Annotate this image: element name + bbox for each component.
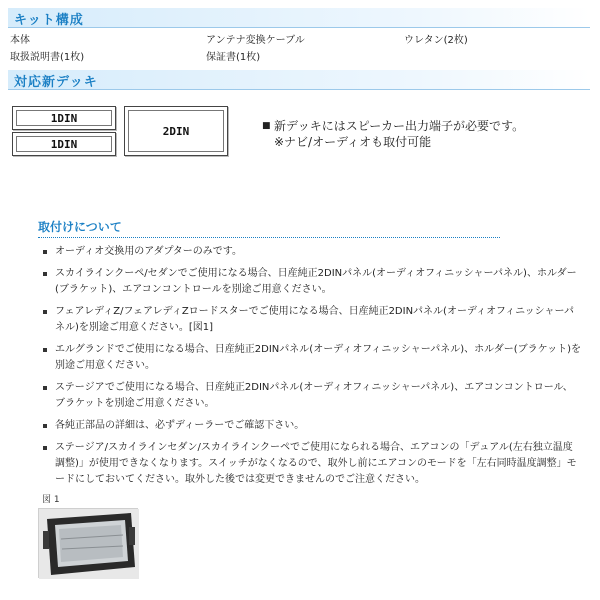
- kit-item-antenna-cable: アンテナ変換ケーブル: [206, 35, 305, 46]
- install-note: フェアレディZ/フェアレディZロードスターでご使用になる場合、日産純正2DINパネル(オーディオフィニッシャーパネル)を別途ご用意ください。[図1]: [42, 304, 582, 336]
- install-note: スカイラインクーペ/セダンでご使用になる場合、日産純正2DINパネル(オーディオフィニッシャーパネル)、ホルダー(ブラケット)、エアコンコントロールを別途ご用意ください。: [42, 266, 582, 298]
- deck-note-speaker-text: 新デッキにはスピーカー出力端子が必要です。: [274, 119, 525, 133]
- figure-label: 図 1: [42, 495, 60, 505]
- kit-item-warranty: 保証書(1枚): [206, 52, 261, 63]
- audio-panel-photo: [38, 508, 138, 578]
- kit-section-header: [8, 8, 590, 28]
- kit-section-title: キット構成: [14, 13, 84, 28]
- install-notes-list: [42, 244, 582, 494]
- bullet-icon: ■: [262, 121, 271, 131]
- din2-slot: [124, 106, 228, 156]
- din1-slot-top: [12, 106, 116, 130]
- install-note: ステージア/スカイラインセダン/スカイラインクーペでご使用になられる場合、エアコンの「デュアル(左右独立温度調整)」が使用できなくなります。スイッチがなくなるので、取外し前にエアコンのモードを「左右同時温度調整」モードにしておいてください。取外した後では変更できませんのでご注意ください。: [42, 440, 582, 488]
- kit-item-main-unit: 本体: [10, 35, 30, 46]
- deck-note-navi: ※ナビ/オーディオも取付可能: [274, 135, 432, 149]
- install-note: オーディオ交換用のアダプターのみです。: [42, 244, 582, 260]
- din1-label-top: 1DIN: [16, 110, 112, 126]
- din1-slot-bottom: [12, 132, 116, 156]
- deck-section-header: [8, 70, 590, 90]
- kit-item-manual: 取扱説明書(1枚): [10, 52, 85, 63]
- deck-note-speaker: [262, 117, 524, 134]
- install-note: ステージアでご使用になる場合、日産純正2DINパネル(オーディオフィニッシャーパネル)、エアコンコントロール、ブラケットを別途ご用意ください。: [42, 380, 582, 412]
- install-note: 各純正部品の詳細は、必ずディーラーでご確認下さい。: [42, 418, 582, 434]
- deck-section-title: 対応新デッキ: [14, 75, 98, 90]
- kit-item-urethane: ウレタン(2枚): [404, 35, 468, 46]
- din1-label-bottom: 1DIN: [16, 136, 112, 152]
- din2-label: 2DIN: [128, 110, 224, 152]
- install-note: エルグランドでご使用になる場合、日産純正2DINパネル(オーディオフィニッシャーパネル)、ホルダー(ブラケット)を別途ご用意ください。: [42, 342, 582, 374]
- install-section-title: 取付けについて: [38, 218, 500, 238]
- audio-panel-illustration: [39, 509, 139, 579]
